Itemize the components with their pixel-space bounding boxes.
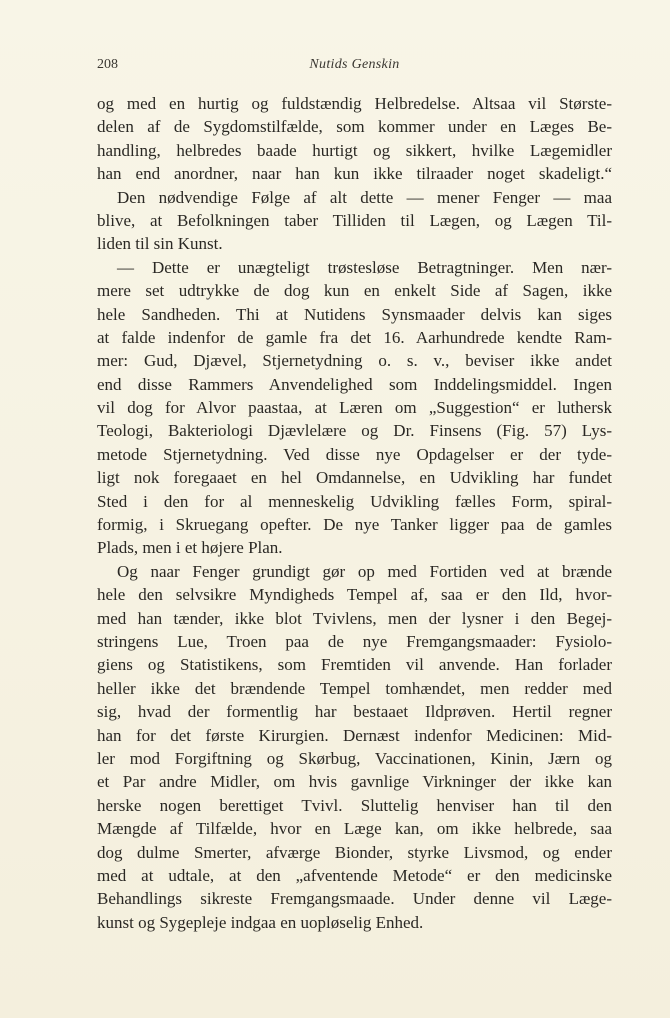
- text-line: heller ikke det brændende Tempel tomhændet, men redder med: [97, 678, 612, 698]
- text-line: Den nødvendige Følge af alt dette — mener Fenger — maa: [117, 187, 612, 207]
- text-line: med at udtale, at den „afventende Metode“ er den medicinske: [97, 865, 612, 885]
- text-line: blive, at Befolkningen taber Tilliden til Lægen, og Lægen Til-: [97, 210, 612, 230]
- text-line: Mængde af Tilfælde, hvor en Læge kan, om ikke helbrede, saa: [97, 819, 612, 839]
- text-line: dog dulme Smerter, afværge Bionder, styrke Livsmod, og ender: [97, 842, 612, 862]
- text-line: end disse Rammers Anvendelighed som Inddelingsmiddel. Ingen: [97, 374, 612, 394]
- text-line: metode Stjernetydning. Ved disse nye Opdagelser er der tyde-: [97, 444, 612, 464]
- text-line: kunst og Sygepleje indgaa en uopløselig Enhed.: [97, 912, 424, 932]
- text-line: Plads, men i et højere Plan.: [97, 538, 283, 558]
- text-line: Behandlings sikreste Fremgangsmaade. Under denne vil Læge-: [97, 889, 612, 909]
- text-line: delen af de Sygdomstilfælde, som kommer under en Læges Be-: [97, 117, 612, 137]
- text-line: Sted i den for al menneskelig Udvikling fælles Form, spiral-: [97, 491, 612, 511]
- text-line: mer: Gud, Djævel, Stjernetydning o. s. v., beviser ikke andet: [97, 351, 612, 371]
- text-line: stringens Lue, Troen paa de nye Fremgangsmaader: Fysiolo-: [97, 631, 612, 651]
- text-line: et Par andre Midler, om hvis gavnlige Virkninger der ikke kan: [97, 772, 612, 792]
- text-line: giens og Statistikens, som Fremtiden vil anvende. Han forlader: [97, 655, 612, 675]
- page-header: [97, 57, 612, 79]
- text-line: ligt nok foregaaet en hel Omdannelse, en Udvikling har fundet: [97, 468, 612, 488]
- text-line: vil dog for Alvor paastaa, at Læren om „Suggestion“ er luthersk: [97, 398, 612, 418]
- text-line: og med en hurtig og fuldstændig Helbredelse. Altsaa vil Største-: [97, 94, 612, 113]
- text-line: han for det første Kirurgien. Dernæst indenfor Medicinen: Mid-: [97, 725, 612, 745]
- text-line: ler mod Forgiftning og Skørbug, Vaccinationen, Kinin, Jærn og: [97, 748, 612, 768]
- text-line: mere set udtrykke de dog kun en enkelt Side af Sagen, ikke: [97, 281, 612, 301]
- text-line: med han tænder, ikke blot Tvivlens, men der lysner i den Begej-: [97, 608, 612, 628]
- text-line: formig, i Skruegang opefter. De nye Tanker ligger paa de gamles: [97, 515, 612, 535]
- text-line: Og naar Fenger grundigt gør op med Fortiden ved at brænde: [117, 561, 612, 581]
- text-line: at falde indenfor de gamle fra det 16. Aarhundrede kendte Ram-: [97, 327, 612, 347]
- text-line: liden til sin Kunst.: [97, 234, 223, 254]
- text-line: — Dette er unægteligt trøstesløse Betragtninger. Men nær-: [117, 257, 612, 277]
- text-line: Teologi, Bakteriologi Djævlelære og Dr. Finsens (Fig. 57) Lys-: [97, 421, 612, 441]
- text-line: hele den selvsikre Myndigheds Tempel af, saa er den Ild, hvor-: [97, 585, 612, 605]
- text-line: sig, hvad der formentlig har bestaaet Ildprøven. Hertil regner: [97, 702, 612, 722]
- text-line: herske nogen berettiget Tvivl. Sluttelig henviser han til den: [97, 795, 612, 815]
- page-number: 208: [97, 57, 118, 72]
- running-head: Nutids Genskin: [309, 57, 400, 72]
- body-text: [97, 92, 612, 934]
- text-line: handling, helbredes baade hurtigt og sikkert, hvilke Lægemidler: [97, 140, 612, 160]
- text-line: hele Sandheden. Thi at Nutidens Synsmaader delvis kan siges: [97, 304, 612, 324]
- text-line: han end anordner, naar han kun ikke tilraader noget skadeligt.“: [97, 164, 612, 184]
